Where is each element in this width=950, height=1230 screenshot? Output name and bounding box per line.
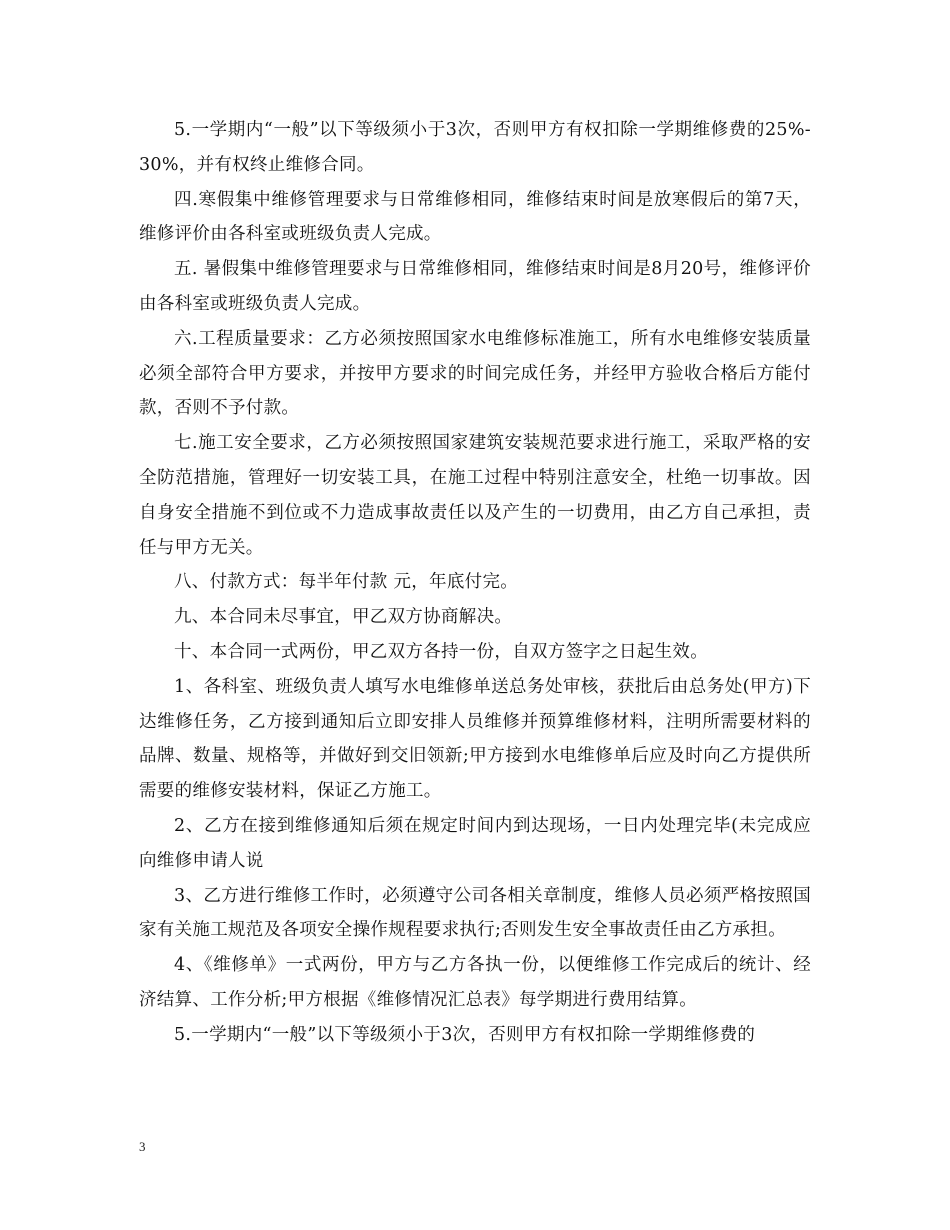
page-number: 3 xyxy=(139,1139,146,1154)
paragraph: 4、《维修单》一式两份，甲方与乙方各执一份，以便维修工作完成后的统计、经济结算、工作分析;甲方根据《维修情况汇总表》每学期进行费用结算。 xyxy=(139,955,811,1010)
paragraph: 2、乙方在接到维修通知后须在规定时间内到达现场，一日内处理完毕(未完成应向维修申请人说 xyxy=(139,815,811,871)
paragraph: 5.一学期内“一般”以下等级须小于3次，否则甲方有权扣除一学期维修费的 xyxy=(174,1024,756,1045)
paragraph: 七.施工安全要求，乙方必须按照国家建筑安装规范要求进行施工，采取严格的安全防范措施，管理好一切安装工具，在施工过程中特别注意安全，杜绝一切事故。因自身安全措施不到位或不力造成事故责任以及产生的一切费用，由乙方自己承担，责任与甲方无关。 xyxy=(139,433,811,558)
paragraph: 5.一学期内“一般”以下等级须小于3次，否则甲方有权扣除一学期维修费的25%-30%，并有权终止维修合同。 xyxy=(139,120,811,175)
paragraph: 六.工程质量要求：乙方必须按照国家水电维修标准施工，所有水电维修安装质量必须全部符合甲方要求，并按甲方要求的时间完成任务，并经甲方验收合格后方能付款，否则不予付款。 xyxy=(139,328,811,419)
paragraph: 十、本合同一式两份，甲乙双方各持一份，自双方签字之日起生效。 xyxy=(174,641,708,662)
paragraph: 3、乙方进行维修工作时，必须遵守公司各相关章制度，维修人员必须严格按照国家有关施工规范及各项安全操作规程要求执行;否则发生安全事故责任由乙方承担。 xyxy=(139,885,811,941)
paragraph: 五. 暑假集中维修管理要求与日常维修相同，维修结束时间是8月20号，维修评价由各科室或班级负责人完成。 xyxy=(139,259,811,314)
document-body xyxy=(139,113,811,1053)
paragraph: 九、本合同未尽事宜，甲乙双方协商解决。 xyxy=(174,607,513,628)
paragraph: 1、各科室、班级负责人填写水电维修单送总务处审核，获批后由总务处(甲方)下达维修任务，乙方接到通知后立即安排人员维修并预算维修材料，注明所需要材料的品牌、数量、规格等，并做好到交旧领新;甲方接到水电维修单后应及时向乙方提供所需要的维修安装材料，保证乙方施工。 xyxy=(139,676,811,802)
paragraph: 八、付款方式：每半年付款 元，年底付完。 xyxy=(174,572,519,593)
paragraph: 四.寒假集中维修管理要求与日常维修相同，维修结束时间是放寒假后的第7天，维修评价由各科室或班级负责人完成。 xyxy=(139,189,811,245)
